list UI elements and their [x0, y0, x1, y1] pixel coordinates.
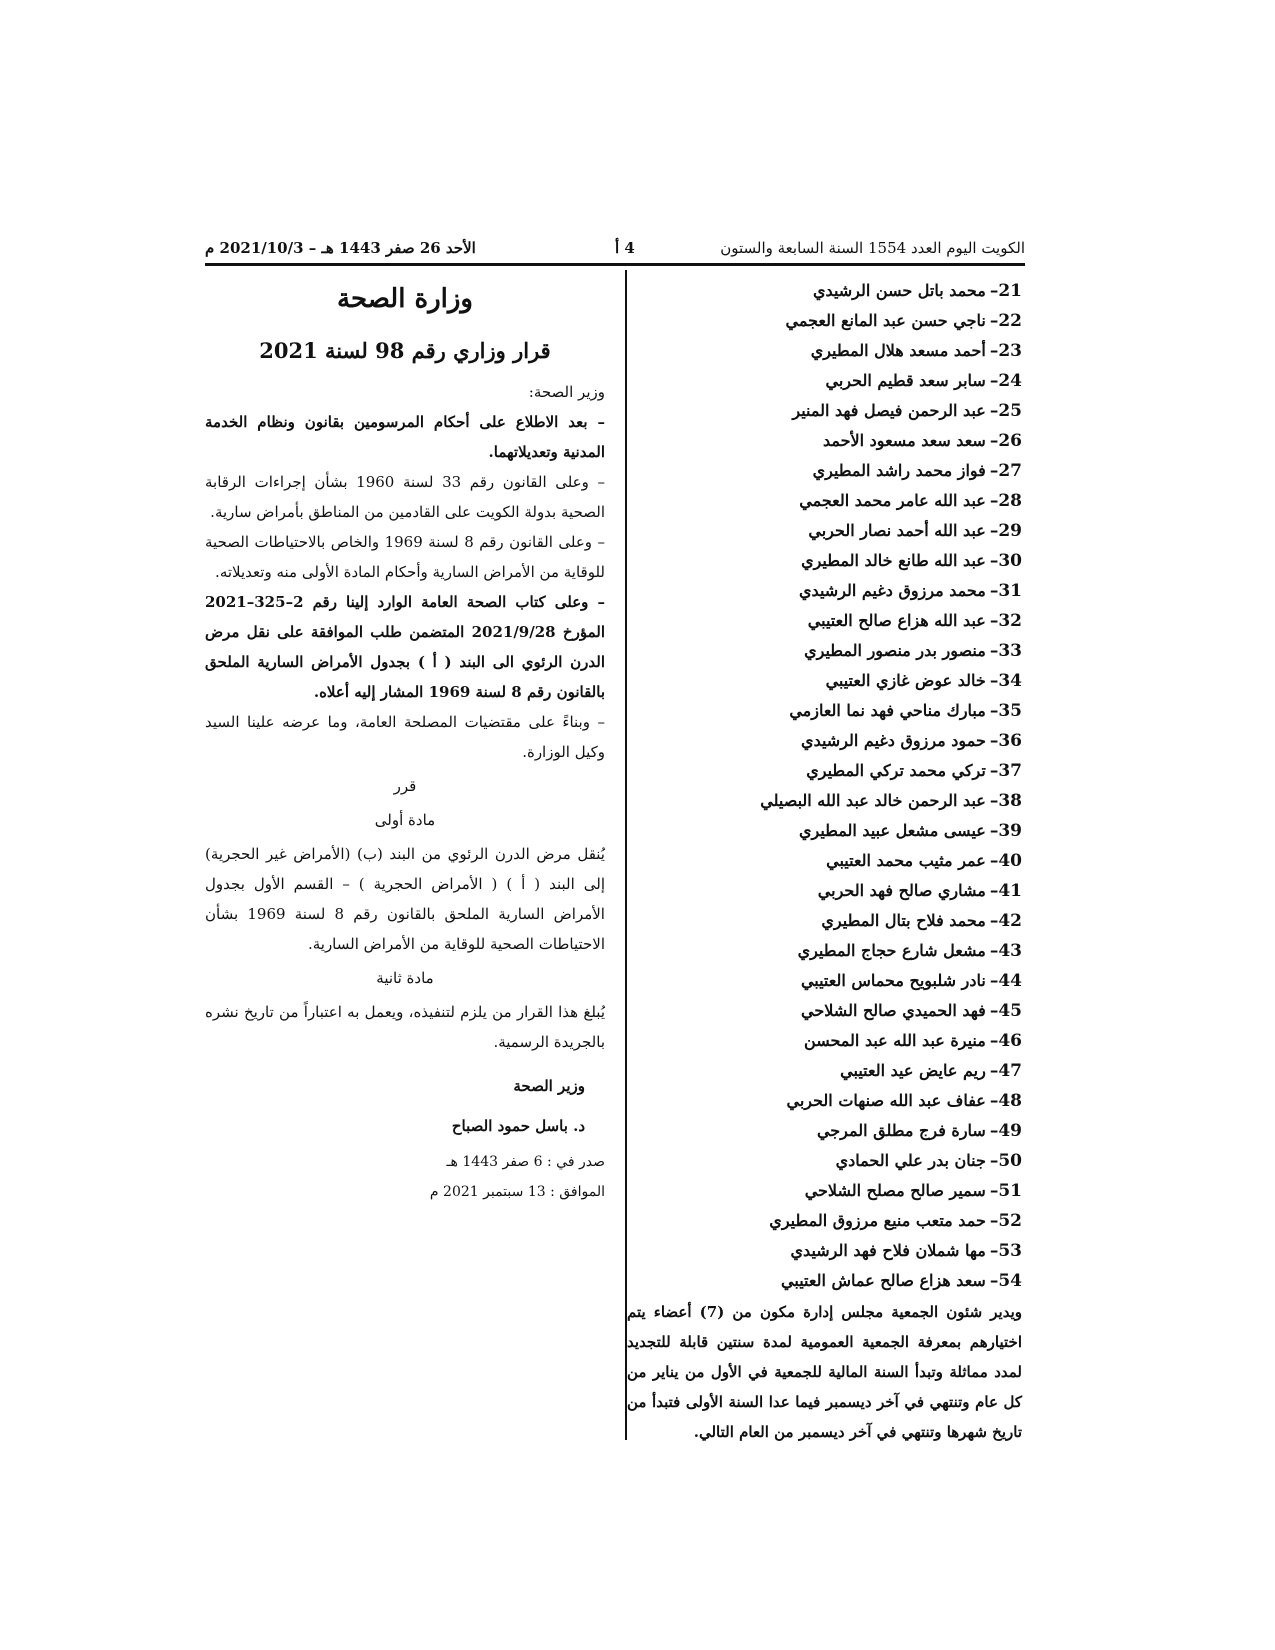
list-item	[662, 366, 1022, 396]
list-item-number: 34–	[989, 671, 1022, 691]
list-item	[662, 996, 1022, 1026]
list-item-name: محمد مرزوق دغيم الرشيدي	[799, 581, 986, 600]
list-item-name: مها شملان فلاح فهد الرشيدي	[790, 1241, 986, 1260]
list-item-number: 32–	[989, 611, 1022, 631]
list-item-number: 54–	[989, 1271, 1022, 1291]
list-item-number: 42–	[989, 911, 1022, 931]
header-issue-info: الكويت اليوم العدد 1554 السنة السابعة والستون	[720, 239, 1025, 257]
list-item	[662, 276, 1022, 306]
decree-recital-3: – وعلى القانون رقم 8 لسنة 1969 والخاص بالاحتياطات الصحية للوقاية من الأمراض السارية وأحكام المادة الأولى منه وتعديلاته.	[205, 533, 606, 581]
list-item-name: منيرة عبد الله عبد المحسن	[804, 1031, 986, 1050]
list-item-name: تركي محمد تركي المطيري	[806, 761, 986, 780]
list-item-number: 38–	[989, 791, 1022, 811]
list-item	[662, 1236, 1022, 1266]
list-item-name: سعد سعد مسعود الأحمد	[823, 431, 986, 450]
list-item-number: 43–	[989, 941, 1022, 961]
list-item-number: 40–	[989, 851, 1022, 871]
list-item	[662, 546, 1022, 576]
issue-dates	[205, 1147, 605, 1207]
list-item-name: عبد الله هزاع صالح العتيبي	[807, 611, 986, 630]
list-item-number: 37–	[989, 761, 1022, 781]
list-item-number: 53–	[989, 1241, 1022, 1261]
list-item-name: عيسى مشعل عبيد المطيري	[798, 821, 986, 840]
header-rule	[205, 263, 1025, 266]
list-item-name: عبد الرحمن خالد عبد الله البصيلي	[760, 791, 986, 810]
list-item-number: 25–	[989, 401, 1022, 421]
list-item-name: سارة فرج مطلق المرجي	[816, 1121, 986, 1140]
list-item	[662, 1176, 1022, 1206]
list-item-name: حمد متعب منيع مرزوق المطيري	[769, 1211, 986, 1230]
signature-title: وزير الصحة	[513, 1077, 585, 1095]
list-item-name: جنان بدر علي الحمادي	[835, 1151, 986, 1170]
list-item	[662, 426, 1022, 456]
list-item-name: سابر سعد قطيم الحربي	[825, 371, 986, 390]
list-item-name: عبد الله أحمد نصار الحربي	[808, 521, 986, 540]
list-item-number: 52–	[989, 1211, 1022, 1231]
list-item	[662, 1056, 1022, 1086]
members-list	[662, 276, 1022, 1296]
list-item-number: 39–	[989, 821, 1022, 841]
list-item-number: 51–	[989, 1181, 1022, 1201]
list-item-name: محمد باتل حسن الرشيدي	[813, 281, 986, 300]
list-item-number: 50–	[989, 1151, 1022, 1171]
list-item-number: 49–	[989, 1121, 1022, 1141]
list-item-number: 21–	[989, 281, 1022, 301]
list-item-name: مشاري صالح فهد الحربي	[817, 881, 986, 900]
list-item	[662, 876, 1022, 906]
issued-date: صدر في : 6 صفر 1443 هـ	[446, 1154, 605, 1170]
list-item	[662, 1086, 1022, 1116]
decree-recital-4: – وعلى كتاب الصحة العامة الوارد إلينا رقم 2–325–2021 المؤرخ 2021/9/28 المتضمن طلب الموافقة على نقل مرض الدرن الرئوي الى البند ( أ ) بجدول الأمراض السارية الملحق بالقانون رقم 8 لسنة 1969 المشار إليه أعلاه.	[205, 593, 605, 701]
list-item-number: 35–	[989, 701, 1022, 721]
list-item-number: 27–	[989, 461, 1022, 481]
decree-title: قرار وزاري رقم 98 لسنة 2021	[259, 338, 551, 363]
list-item-number: 30–	[989, 551, 1022, 571]
list-item-name: عمر مثيب محمد العتيبي	[826, 851, 986, 870]
list-item	[662, 846, 1022, 876]
corresponding-date: الموافق : 13 سبتمبر 2021 م	[429, 1184, 605, 1200]
list-item-number: 36–	[989, 731, 1022, 751]
list-item-number: 26–	[989, 431, 1022, 451]
list-item-name: ريم عايض عيد العتيبي	[840, 1061, 986, 1080]
list-item-name: ناجي حسن عبد المانع العجمي	[785, 311, 986, 330]
list-item-number: 23–	[989, 341, 1022, 361]
list-item	[662, 666, 1022, 696]
list-item	[662, 396, 1022, 426]
list-item-number: 24–	[989, 371, 1022, 391]
list-item	[662, 516, 1022, 546]
list-item-number: 28–	[989, 491, 1022, 511]
list-item	[662, 816, 1022, 846]
list-item-name: عبد الله طانع خالد المطيري	[801, 551, 986, 570]
decree-addressee: وزير الصحة:	[528, 383, 605, 401]
list-item-name: عفاف عبد الله صنهات الحربي	[786, 1091, 986, 1110]
list-item-name: عبد الله عامر محمد العجمي	[799, 491, 986, 510]
list-item	[662, 336, 1022, 366]
ministry-heading: وزارة الصحة	[337, 284, 473, 314]
list-item	[662, 936, 1022, 966]
list-item-name: مشعل شارع حجاج المطيري	[797, 941, 986, 960]
list-item-name: نادر شلبويح محماس العتيبي	[800, 971, 986, 990]
list-item	[662, 606, 1022, 636]
list-item-name: أحمد مسعد هلال المطيري	[810, 341, 986, 360]
list-item	[662, 696, 1022, 726]
list-item	[662, 306, 1022, 336]
list-item	[662, 756, 1022, 786]
article-1-heading: مادة أولى	[374, 811, 436, 829]
list-item-number: 22–	[989, 311, 1022, 331]
list-item	[662, 456, 1022, 486]
article-1-text: يُنقل مرض الدرن الرئوي من البند (ب) (الأمراض غير الحجرية) إلى البند ( أ ) ( الأمراض الحجرية ) – القسم الأول بجدول الأمراض السارية الملحق بالقانون رقم 8 لسنة 1969 بشأن الاحتياطات الصحية للوقاية من الأمراض السارية.	[205, 845, 605, 953]
list-item-number: 47–	[989, 1061, 1022, 1081]
list-item-number: 41–	[989, 881, 1022, 901]
article-2-heading: مادة ثانية	[376, 969, 434, 987]
list-item-number: 44–	[989, 971, 1022, 991]
list-item	[662, 636, 1022, 666]
list-item	[662, 1266, 1022, 1296]
decided-heading: قرر	[393, 777, 417, 795]
column-divider	[625, 270, 627, 1440]
list-item-number: 45–	[989, 1001, 1022, 1021]
article-2-text: يُبلغ هذا القرار من يلزم لتنفيذه، ويعمل به اعتباراً من تاريخ نشره بالجريدة الرسمية.	[205, 1003, 605, 1051]
list-item-name: مبارك مناحي فهد نما العازمي	[789, 701, 986, 720]
list-item-number: 33–	[989, 641, 1022, 661]
list-item-name: سمير صالح مصلح الشلاحي	[804, 1181, 986, 1200]
list-item	[662, 1026, 1022, 1056]
decree-recital-1: – بعد الاطلاع على أحكام المرسومين بقانون ونظام الخدمة المدنية وتعديلاتهما.	[205, 413, 605, 461]
decree-recital-2: – وعلى القانون رقم 33 لسنة 1960 بشأن إجراءات الرقابة الصحية بدولة الكويت على القادمين من المناطق بأمراض سارية.	[205, 473, 605, 521]
signature-name: د. باسل حمود الصباح	[451, 1117, 585, 1135]
list-item	[662, 726, 1022, 756]
list-item-name: فواز محمد راشد المطيري	[812, 461, 986, 480]
list-item	[662, 486, 1022, 516]
list-item-number: 31–	[989, 581, 1022, 601]
header-date: الأحد 26 صفر 1443 هـ – 2021/10/3 م	[205, 239, 476, 257]
list-item-name: محمد فلاح بتال المطيري	[821, 911, 986, 930]
list-item	[662, 576, 1022, 606]
list-item	[662, 1206, 1022, 1236]
list-item-name: خالد عوض غازي العتيبي	[825, 671, 986, 690]
list-item-name: سعد هزاع صالح عماش العتيبي	[781, 1271, 986, 1290]
list-item-number: 48–	[989, 1091, 1022, 1111]
list-item	[662, 786, 1022, 816]
list-item-number: 46–	[989, 1031, 1022, 1051]
list-item-number: 29–	[989, 521, 1022, 541]
list-item-name: فهد الحميدي صالح الشلاحي	[801, 1001, 986, 1020]
list-item	[662, 1116, 1022, 1146]
list-item-name: حمود مرزوق دغيم الرشيدي	[801, 731, 986, 750]
decree-recital-5: – وبناءً على مقتضيات المصلحة العامة، وما عرضه علينا السيد وكيل الوزارة.	[205, 713, 605, 761]
page-header	[205, 239, 1025, 261]
list-item	[662, 906, 1022, 936]
decree-column	[205, 276, 605, 1207]
list-item-name: عبد الرحمن فيصل فهد المنير	[792, 401, 986, 420]
board-paragraph: ويدير شئون الجمعية مجلس إدارة مكون من (7) أعضاء يتم اختيارهم بمعرفة الجمعية العمومية لمدة سنتين قابلة للتجديد لمدد مماثلة وتبدأ السنة المالية للجمعية في الأول من يناير من كل عام وتنتهي في آخر ديسمبر فيما عدا السنة الأولى فتبدأ من تاريخ شهرها وتنتهي في آخر ديسمبر من العام التالي.	[627, 1303, 1022, 1441]
list-item	[662, 1146, 1022, 1176]
header-page-number: 4 أ	[615, 239, 635, 257]
list-item	[662, 966, 1022, 996]
list-item-name: منصور بدر منصور المطيري	[804, 641, 986, 660]
